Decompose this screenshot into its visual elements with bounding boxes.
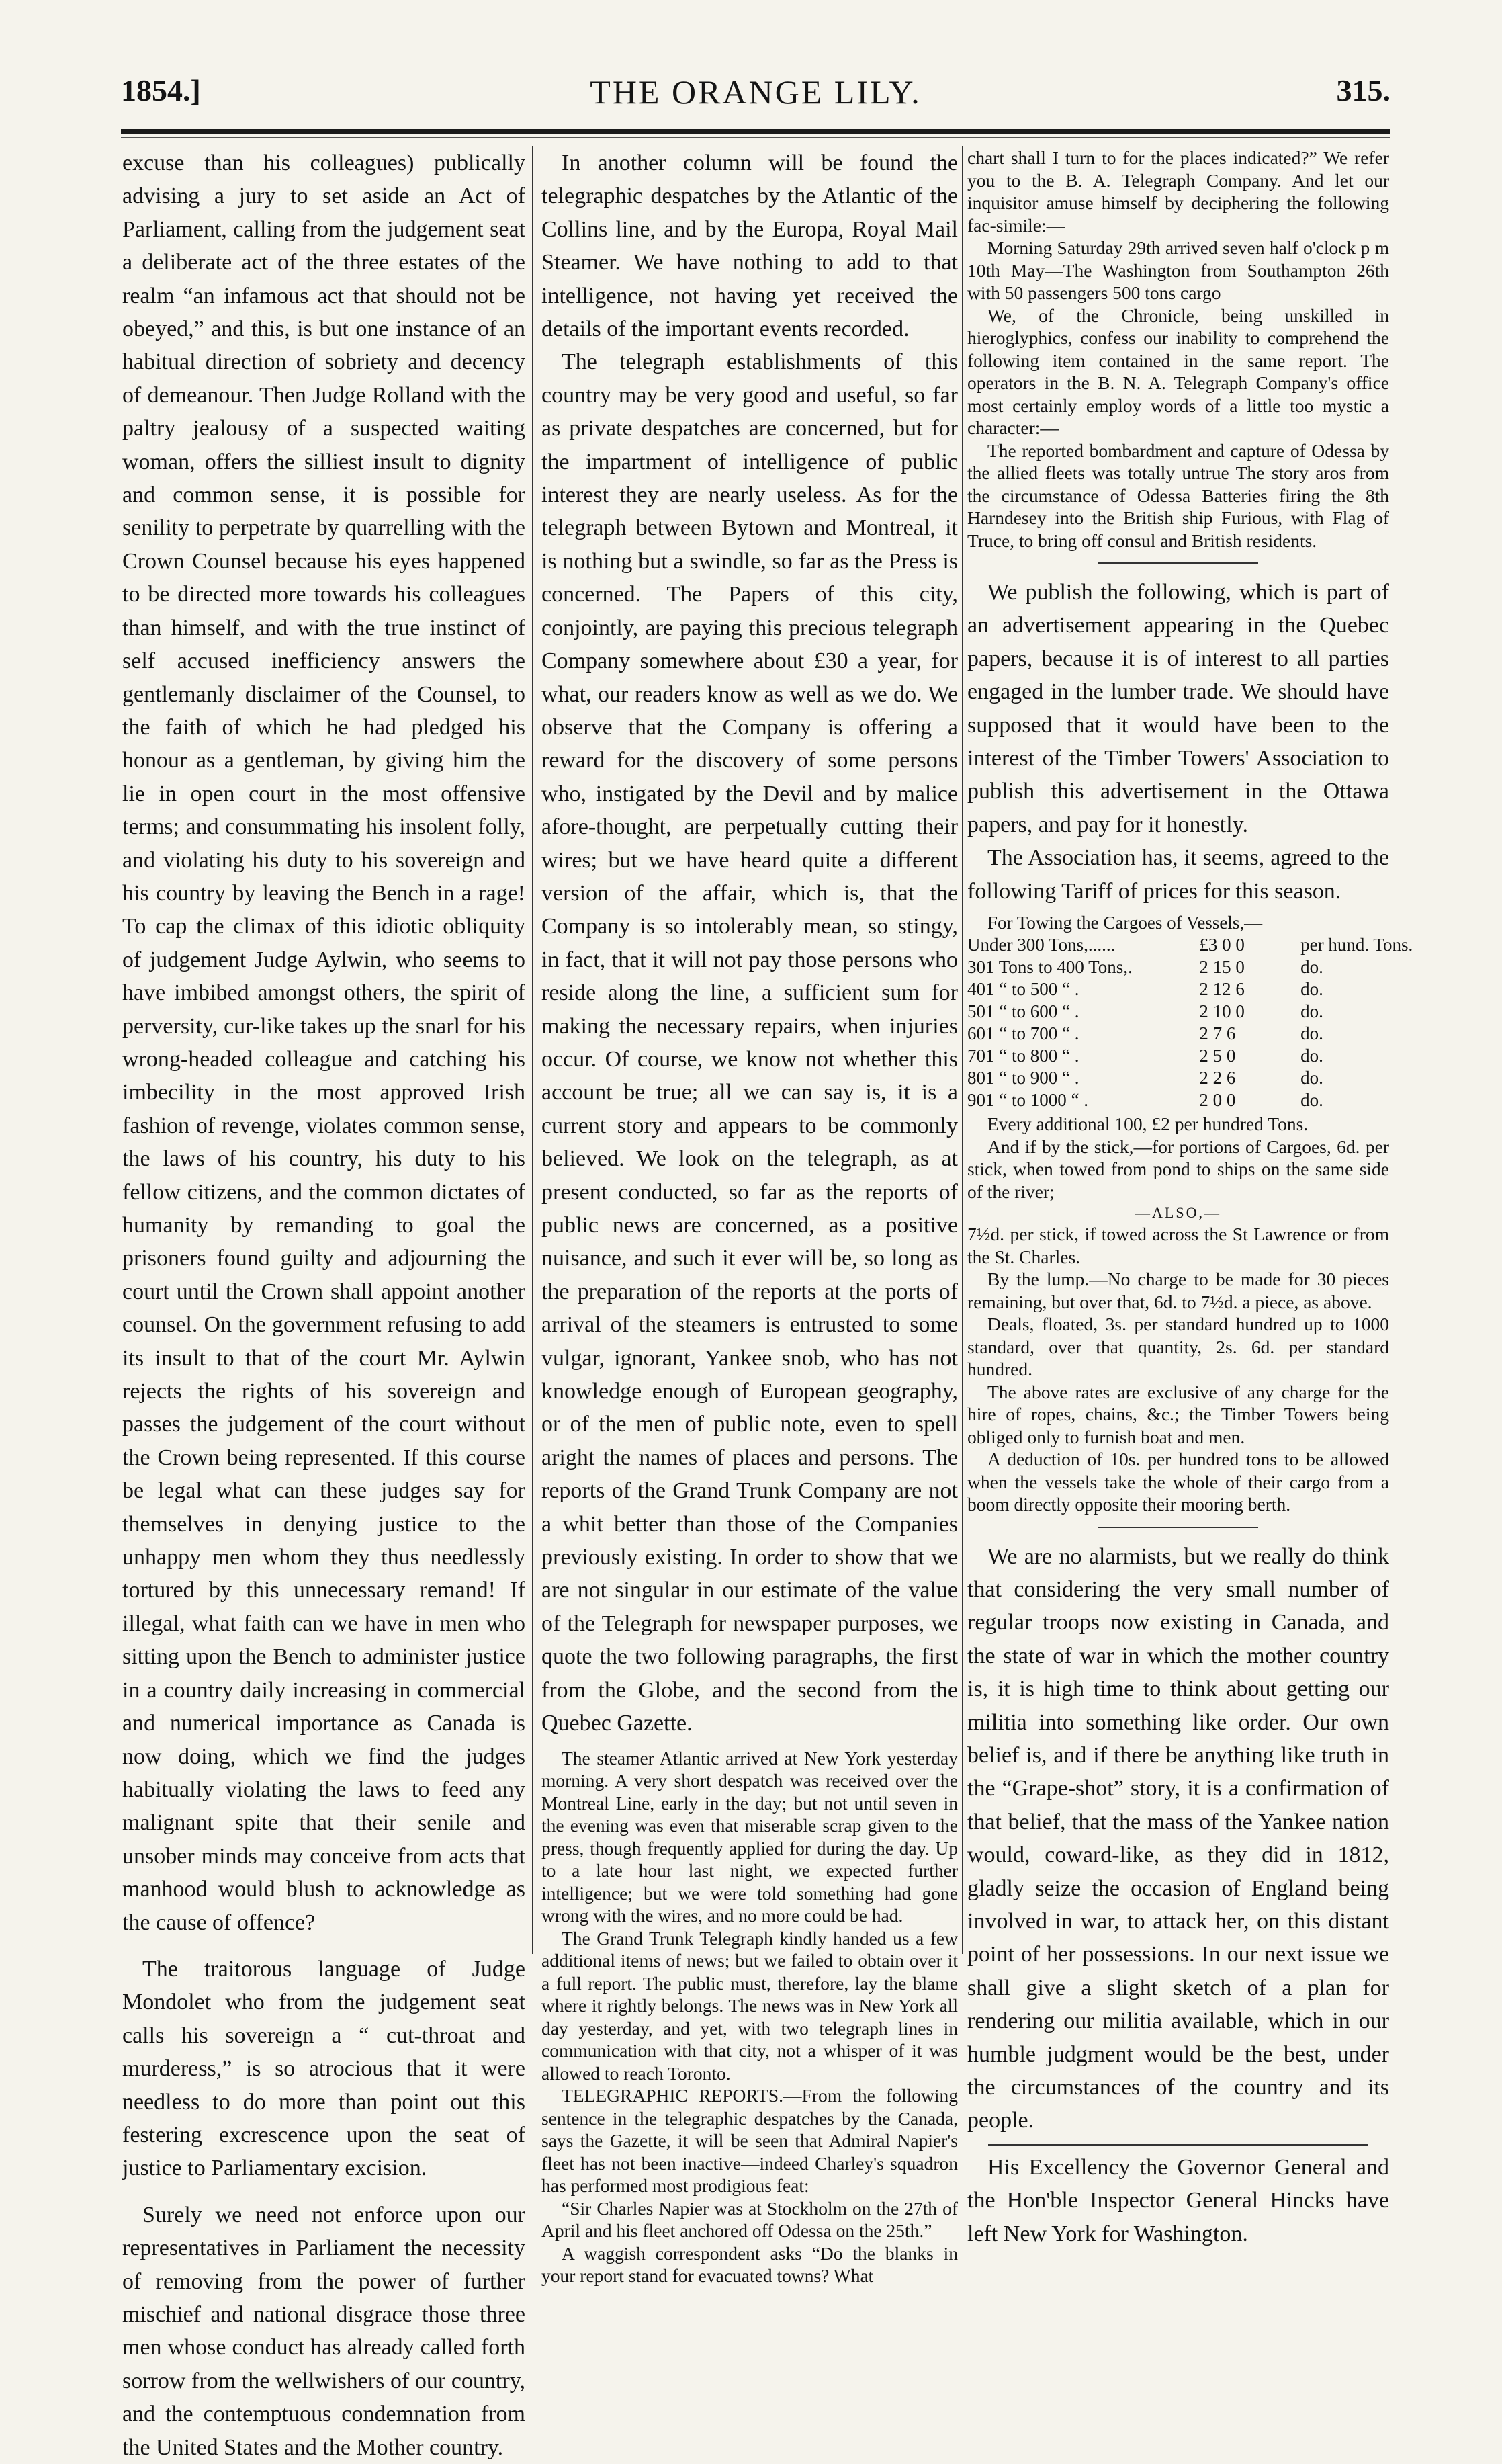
tariff-range: 901 “ to 1000 “ .	[967, 1090, 1088, 1111]
section-separator	[988, 2144, 1368, 2146]
tariff-unit: do.	[1300, 957, 1323, 978]
tariff-range: Under 300 Tons,......	[967, 935, 1116, 955]
tariff-row	[967, 1023, 1389, 1045]
header-rule-thin	[121, 137, 1390, 138]
article-paragraph: His Excellency the Governor General and the Hon'ble Inspector General Hincks have left New York for Washington.	[967, 2154, 1389, 2246]
header-title: THE ORANGE LILY.	[590, 73, 922, 111]
tariff-unit: do.	[1300, 1023, 1323, 1044]
article-paragraph: The traitorous language of Judge Mondolet who from the judgement seat calls his sovereign a “ cut-throat and murderess,” is so atrocious that it were needless to do more than point out this festering excrescence upon the seat of justice to Parliamentary excision.	[122, 1956, 525, 2181]
tariff-row	[967, 1089, 1389, 1111]
tariff-price: £3 0 0	[1199, 935, 1245, 955]
column-divider	[532, 146, 533, 1954]
tariff-price: 2 2 6	[1199, 1068, 1236, 1089]
tariff-heading: For Towing the Cargoes of Vessels,—	[987, 912, 1263, 933]
tariff-price: 2 5 0	[1199, 1046, 1236, 1066]
tariff-note: By the lump.—No charge to be made for 30 pieces remaining, but over that, 6d. to 7½d. a piece, as above.	[967, 1269, 1389, 1312]
tariff-unit: do.	[1300, 1068, 1323, 1089]
tariff-range: 401 “ to 500 “ .	[967, 979, 1079, 1000]
article-paragraph: We, of the Chronicle, being unskilled in hieroglyphics, confess our inability to comprehend the following item contained in the same report. The operators in the B. N. A. Telegraph Company's office most certainly employ words of a little too mystic a character:—	[967, 304, 1389, 438]
tariff-note: And if by the stick,—for portions of Cargoes, 6d. per stick, when towed from pond to ships on the same side of the river;	[967, 1136, 1389, 1202]
tariff-unit: do.	[1300, 1046, 1323, 1066]
quoted-paragraph: TELEGRAPHIC REPORTS.—From the following sentence in the telegraphic despatches by the Canada, says the Gazette, it will be seen that Admiral Napier's fleet has not been inactive—indeed Charley's squadron has performed most prodigious feat:	[541, 2085, 958, 2196]
column-1	[122, 146, 525, 2460]
column-divider	[962, 146, 963, 1954]
tariff-price: 2 15 0	[1199, 957, 1245, 978]
article-paragraph: In another column will be found the telegraphic despatches by the Atlantic of the Collins line, and by the Europa, Royal Mail Steamer. We have nothing to add to that intelligence, not having yet received the details of the important events recorded.	[541, 151, 958, 342]
tariff-range: 601 “ to 700 “ .	[967, 1023, 1079, 1044]
article-paragraph: The Association has, it seems, agreed to the following Tariff of prices for this season.	[967, 845, 1389, 904]
quoted-paragraph: “Sir Charles Napier was at Stockholm on the 27th of April and his fleet anchored off Odessa on the 25th.”	[541, 2197, 958, 2241]
tariff-note: Deals, floated, 3s. per standard hundred up to 1000 standard, over that quantity, 2s. 6d. per standard hundred.	[967, 1314, 1389, 1380]
tariff-row	[967, 956, 1389, 978]
column-2	[541, 146, 958, 2286]
article-paragraph: Morning Saturday 29th arrived seven half o'clock p m 10th May—The Washington from Southampton 26th with 50 passengers 500 tons cargo	[967, 237, 1389, 303]
also-label: —ALSO,—	[1135, 1204, 1221, 1222]
tariff-row	[967, 1067, 1389, 1089]
tariff-unit: per hund. Tons.	[1300, 935, 1413, 955]
article-paragraph: We are no alarmists, but we really do think that considering the very small number of regular troops now existing in Canada, and the state of war in which the mother country is, it is high time to think about getting our militia into something like order. Our own belief is, and if there be anything like truth in the “Grape-shot” story, it is a confirmation of that belief, that the mass of the Yankee nation would, coward-like, as they did in 1812, gladly seize the occasion of England being involved in war, to attack her, on this distant point of her possessions. In our next issue we shall give a slight sketch of a plan for rendering our militia available, which in our humble judgment would be the best, under the circumstances of the country and its people.	[967, 1543, 1389, 2133]
article-paragraph: The reported bombardment and capture of Odessa by the allied fleets was totally untrue The story aros from the circumstance of Odessa Batteries firing the 8th Harndesey into the British ship Furious, with Flag of Truce, to bring off consul and British residents.	[967, 439, 1389, 551]
tariff-range: 501 “ to 600 “ .	[967, 1001, 1079, 1022]
page-header	[121, 73, 1390, 120]
section-separator	[1098, 562, 1259, 564]
tariff-range: 301 Tons to 400 Tons,.	[967, 957, 1133, 978]
tariff-row	[967, 1001, 1389, 1023]
article-paragraph: Surely we need not enforce upon our representatives in Parliament the necessity of removing from the power of further mischief and national disgrace those three men whose conduct has already called forth sorrow from the wellwishers of our country, and the contemptuous condemnation from the United States and the Mother country.	[122, 2202, 525, 2460]
tariff-unit: do.	[1300, 1090, 1323, 1111]
tariff-price: 2 10 0	[1199, 1001, 1245, 1022]
column-3	[967, 146, 1413, 2246]
tariff-row	[967, 1045, 1389, 1067]
tariff-row	[967, 934, 1413, 956]
quoted-paragraph: The Grand Trunk Telegraph kindly handed us a few additional items of news; but we failed to obtain over it a full report. The public must, therefore, lay the blame where it rightly belongs. The news was in New York all day yesterday, and yet, with two telegraph lines in communication with that city, not a whisper of it was allowed to reach Toronto.	[541, 1927, 958, 2084]
article-paragraph: chart shall I turn to for the places indicated?” We refer you to the B. A. Telegraph Company. And let our inquisitor amuse himself by deciphering the following fac-simile:—	[967, 147, 1389, 236]
tariff-table	[967, 912, 1413, 1111]
article-paragraph: The telegraph establishments of this country may be very good and useful, so far as private despatches are concerned, but for the impartment of intelligence of public interest they are nearly useless. As for the telegraph between Bytown and Montreal, it is nothing but a swindle, so far as the Press is concerned. The Papers of this city, conjointly, are paying this precious telegraph Company somewhere about £30 a year, for what, our readers know as well as we do. We observe that the Company is offering a reward for the discovery of some persons who, instigated by the Devil and by malice afore-thought, are perpetually cutting their wires; but we have heard quite a different version of the affair, which is, that the Company is so intolerably mean, so stingy, in fact, that it will not pay those persons who reside along the line, a sufficient sum for making the necessary repairs, when injuries occur. Of course, we know not whether this account be true; all we can say is, it is a current story and appears to be commonly believed. We look on the telegraph, as at present conducted, so far as the reports of public news are concerned, as a positive nuisance, and such it ever will be, so long as the preparation of the reports at the ports of arrival of the steamers is entrusted to some vulgar, ignorant, Yankee snob, who has not knowledge enough of European geography, or of the men of public note, even to spell aright the names of places and persons. The reports of the Grand Trunk Company are not a whit better than those of the Companies previously existing. In order to show that we are not singular in our estimate of the value of the Telegraph for newspaper purposes, we quote the two following paragraphs, the first from the Globe, and the second from the Quebec Gazette.	[541, 349, 958, 1736]
header-rule	[121, 129, 1390, 134]
header-year: 1854.]	[121, 73, 201, 108]
tariff-note: The above rates are exclusive of any charge for the hire of ropes, chains, &c.; the Timber Towers being obliged only to furnish boat and men.	[967, 1381, 1389, 1447]
tariff-note: A deduction of 10s. per hundred tons to be allowed when the vessels take the whole of their cargo from a boom directly opposite their mooring berth.	[967, 1449, 1389, 1515]
tariff-unit: do.	[1300, 979, 1323, 1000]
tariff-note: 7½d. per stick, if towed across the St Lawrence or from the St. Charles.	[967, 1224, 1389, 1267]
tariff-note: Every additional 100, £2 per hundred Tons.	[987, 1113, 1309, 1135]
article-paragraph: excuse than his colleagues) publically advising a jury to set aside an Act of Parliament, calling from the judgement seat a deliberate act of the three estates of the realm “an infamous act that should not be obeyed,” and this, is but one instance of an habitual direction of sobriety and decency of demeanour. Then Judge Rolland with the paltry jealousy of a suspected waiting woman, offers the silliest insult to dignity and common sense, it is possible for senility to perpetrate by quarrelling with the Crown Counsel because his eyes happened to be directed more towards his colleagues than himself, and with the true instinct of self accused inefficiency answers the gentlemanly disclaimer of the Counsel, to the faith of which he had pledged his honour as a gentleman, by giving him the lie in open court in the most offensive terms; and consummating his insolent folly, and violating his duty to his sovereign and his country by leaving the Bench in a rage! To cap the climax of this idiotic obliquity of judgement Judge Aylwin, who seems to have imbibed amongst others, the spirit of perversity, cur-like takes up the snarl for his wrong-headed colleague and catching his imbecility in the most approved Irish fashion of revenge, violates common sense, the laws of his country, his duty to his fellow citizens, and the common dictates of humanity by remanding to goal the prisoners found guilty and adjourning the court until the Crown shall appoint another counsel. On the government refusing to add its insult to that of the court Mr. Aylwin rejects the rights of his sovereign and passes the judgement of the court without the Crown being represented. If this course be legal what can these judges say for themselves in denying justice to the unhappy men whom they thus needlessly tortured by this unnecessary remand! If illegal, what faith can we have in men who sitting upon the Bench to administer justice in a country daily increasing in commercial and numerical importance as Canada is now doing, which we find the judges habitually violating the laws to feed any malignant spite that their senile and unsober minds may conceive from acts that manhood would blush to acknowledge as the cause of offence?	[122, 151, 525, 1935]
header-page-number: 315.	[1336, 73, 1390, 108]
tariff-price: 2 12 6	[1199, 979, 1245, 1000]
section-separator	[1098, 1527, 1259, 1528]
article-paragraph: We publish the following, which is part of an advertisement appearing in the Quebec papers, because it is of interest to all parties engaged in the lumber trade. We should have supposed that it would have been to the interest of the Timber Towers' Association to publish this advertisement in the Ottawa papers, and pay for it honestly.	[967, 580, 1389, 837]
tariff-price: 2 7 6	[1199, 1023, 1236, 1044]
quoted-paragraph: The steamer Atlantic arrived at New York yesterday morning. A very short despatch was received over the Montreal Line, early in the day; but not until seven in the evening was even that miserable scrap given to the press, though frequently applied for during the day. Up to a late hour last night, we expected further intelligence; but we were told something had gone wrong with the wires, and no more could be had.	[541, 1747, 958, 1926]
quoted-paragraph: A waggish correspondent asks “Do the blanks in your report stand for evacuated towns? What	[541, 2242, 958, 2286]
tariff-range: 801 “ to 900 “ .	[967, 1068, 1079, 1089]
tariff-row	[967, 978, 1389, 1001]
tariff-price: 2 0 0	[1199, 1090, 1236, 1111]
tariff-unit: do.	[1300, 1001, 1323, 1022]
tariff-range: 701 “ to 800 “ .	[967, 1046, 1079, 1066]
